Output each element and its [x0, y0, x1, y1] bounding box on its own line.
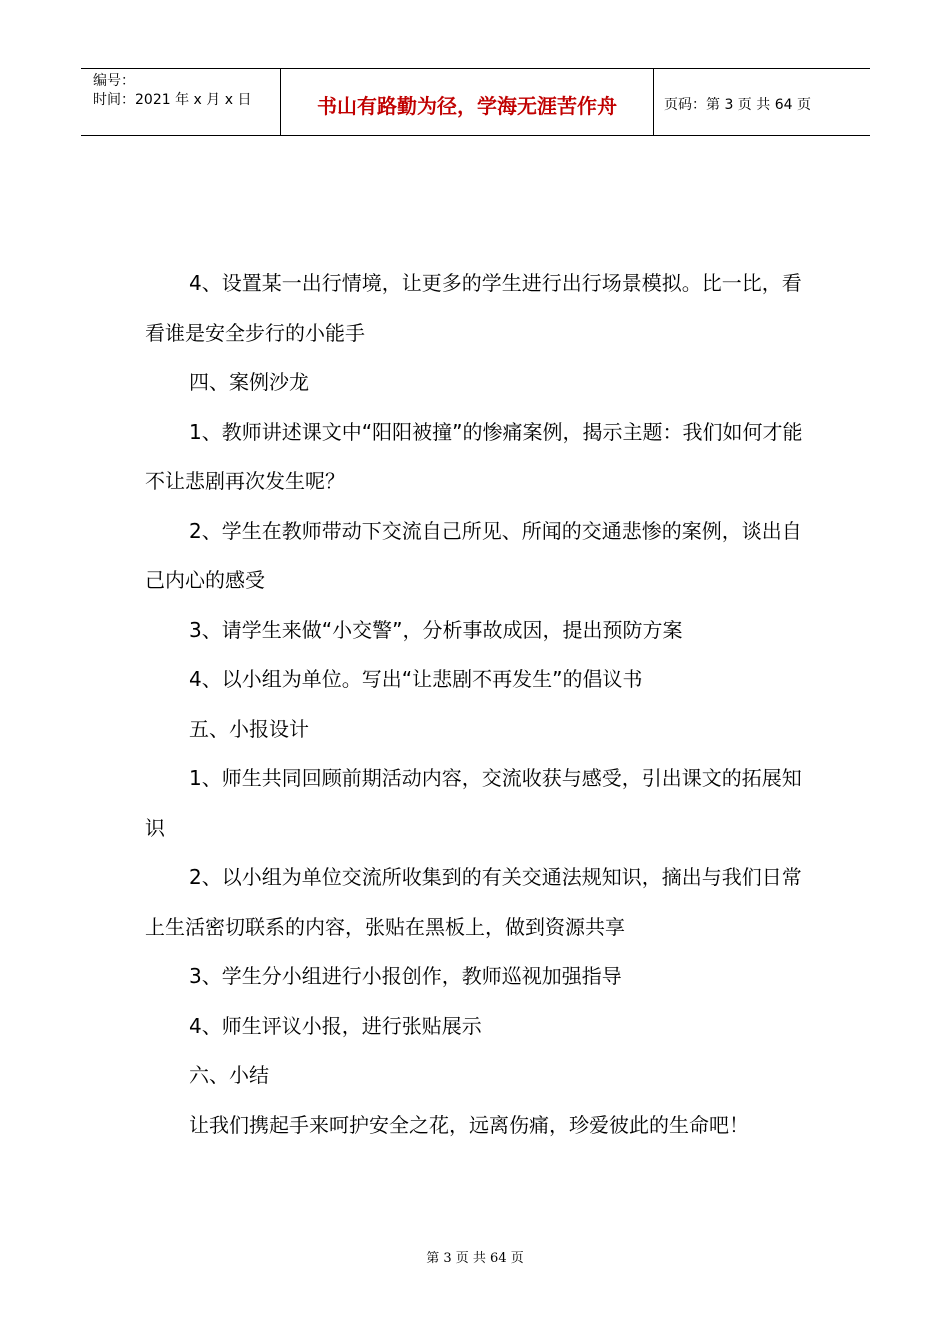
page-header: [81, 68, 870, 136]
section-heading: 六、小结: [189, 1063, 269, 1087]
header-meta: [81, 69, 281, 135]
header-motto: 书山有路勤为径，学海无涯苦作舟: [281, 69, 654, 135]
time-label: 时间：2021 年 x 月 x 日: [93, 92, 252, 108]
paragraph: 4、以小组为单位。写出“让悲剧不再发生”的倡议书: [189, 667, 643, 691]
paragraph: 4、设置某一出行情境，让更多的学生进行出行场景模拟。比一比，看看谁是安全步行的小能手: [145, 271, 802, 345]
page-footer: 第 3 页 共 64 页: [426, 1251, 524, 1266]
paragraph: 3、请学生来做“小交警”，分析事故成因，提出预防方案: [189, 617, 683, 642]
paragraph: 1、教师讲述课文中“阳阳被撞”的惨痛案例，揭示主题：我们如何才能不让悲剧再次发生呢？: [145, 419, 803, 493]
document-body: [145, 259, 811, 1150]
paragraph: 1、师生共同回顾前期活动内容，交流收获与感受，引出课文的拓展知识: [145, 766, 802, 840]
paragraph: 3、学生分小组进行小报创作，教师巡视加强指导: [189, 964, 622, 988]
paragraph: 让我们携起手来呵护安全之花，远离伤痛，珍爱彼此的生命吧！: [189, 1112, 749, 1137]
section-heading: 四、案例沙龙: [189, 370, 309, 394]
paragraph: 4、师生评议小报，进行张贴展示: [189, 1013, 482, 1038]
paragraph: 2、学生在教师带动下交流自己所见、所闻的交通悲惨的案例，谈出自己内心的感受: [145, 518, 802, 592]
number-label: 编号：: [93, 73, 135, 89]
section-heading: 五、小报设计: [189, 716, 309, 741]
header-page-info: 页码：第 3 页 共 64 页: [664, 97, 811, 113]
paragraph: 2、以小组为单位交流所收集到的有关交通法规知识，摘出与我们日常上生活密切联系的内容，张贴在黑板上，做到资源共享: [145, 865, 802, 939]
